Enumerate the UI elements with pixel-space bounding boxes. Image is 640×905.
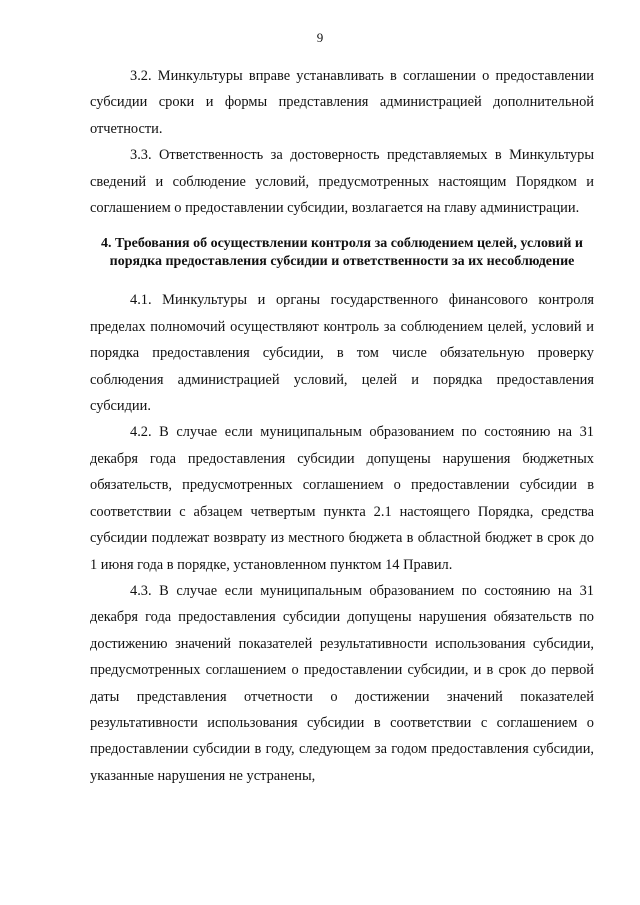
paragraph-4-2: 4.2. В случае если муниципальным образованием по состоянию на 31 декабря года предоставления субсидии допущены нарушения бюджетных обязательств, предусмотренных соглашением о предоставлении субсидии в соответствии с абзацем четвертым пункта 2.1 настоящего Порядка, средства субсидии подлежат возврату из местного бюджета в областной бюджет в срок до 1 июня года в порядке, установленном пунктом 14 Правил. [90, 424, 594, 573]
paragraph-4-1: 4.1. Минкультуры и органы государственного финансового контроля пределах полномочий осуществляют контроль за соблюдением целей, условий и порядка предоставления субсидии, в том числе обязательную проверку соблюдения администрацией условий, целей и порядка предоставления субсидии. [90, 292, 594, 415]
paragraph-4-3: 4.3. В случае если муниципальным образованием по состоянию на 31 декабря года предоставления субсидии допущены нарушения обязательств по достижению значений показателей результативности использования субсидии, предусмотренных соглашением о предоставлении субсидии, и в срок до первой даты представления отчетности о достижении значений показателей результативности использования субсидии в соответствии с соглашением о предоставлении субсидии в году, следующем за годом предоставления субсидии, указанные нарушения не устранены, [90, 582, 594, 784]
page-number: 9 [316, 30, 324, 45]
paragraph-3-2: 3.2. Минкультуры вправе устанавливать в соглашении о предоставлении субсидии сроки и формы представления администрацией дополнительной отчетности. [90, 68, 594, 137]
paragraph-3-3: 3.3. Ответственность за достоверность представляемых в Минкультуры сведений и соблюдение условий, предусмотренных настоящим Порядком и соглашением о предоставлении субсидии, возлагается на главу администрации. [90, 147, 594, 217]
document-body [90, 63, 594, 789]
section-heading: 4. Требования об осуществлении контроля за соблюдением целей, условий и порядка предоставления субсидии и ответственности за их несоблюдение [101, 236, 583, 269]
spacer [90, 221, 594, 235]
spacer [90, 270, 594, 287]
